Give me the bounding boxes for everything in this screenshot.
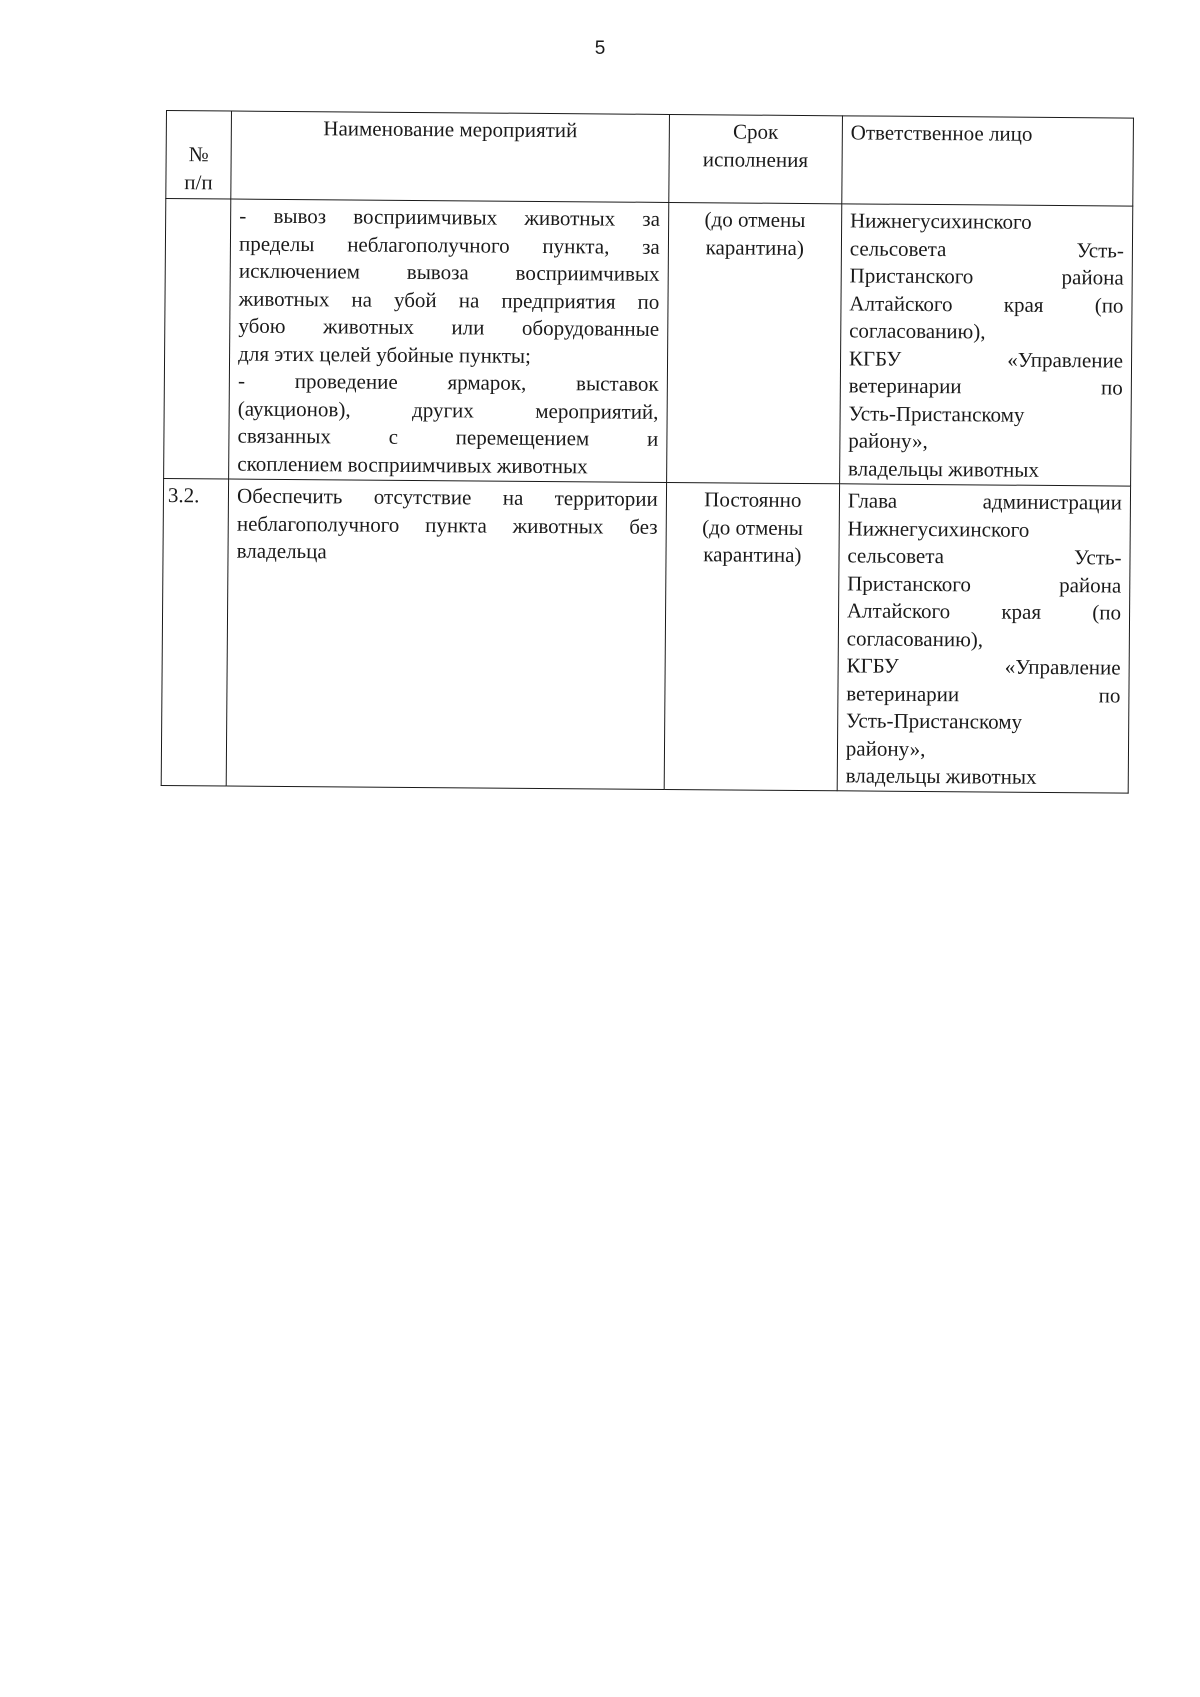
name-line: скоплением восприимчивых животных (237, 451, 588, 478)
name-line: владельца (236, 538, 327, 564)
measures-table (161, 110, 1134, 793)
responsible-line: Алтайского края (по (846, 598, 1122, 625)
responsible-line: Пристанского района (847, 570, 1122, 598)
responsible-line: сельсовета Усть- (849, 235, 1125, 263)
row-responsible (839, 204, 1132, 486)
name-line: животных на убой на предприятия по (238, 286, 660, 314)
responsible-line: Пристанского района (849, 263, 1124, 290)
name-line: пределы неблагополучного пункта, за (239, 231, 660, 259)
row-term (666, 202, 841, 483)
responsible-line: Усть-Пристанскому (845, 708, 1023, 734)
table-row (161, 478, 1130, 792)
responsible-line: району», (845, 735, 926, 761)
row-num (164, 199, 231, 480)
name-line: неблагополучного пункта животных без (236, 511, 658, 539)
term-line: (до отмены (702, 514, 804, 540)
header-responsible: Ответственное лицо (842, 116, 1134, 206)
header-num-line-2: п/п (184, 169, 213, 194)
responsible-line: ветеринарии по (848, 373, 1123, 400)
responsible-line: ветеринарии по (846, 680, 1121, 708)
name-line: для этих целей убойные пункты; (238, 341, 532, 368)
name-line: убою животных или оборудованные (238, 313, 660, 341)
row-num: 3.2. (161, 478, 229, 785)
name-line: - проведение ярмарок, выставок (237, 368, 659, 396)
row-name (229, 199, 669, 482)
responsible-line: владельцы животных (845, 763, 1037, 789)
name-line: Обеспечить отсутствие на территории (237, 483, 658, 511)
header-term-line-1: Срок (732, 119, 779, 144)
table-header-row (166, 111, 1134, 207)
responsible-line: владельцы животных (847, 455, 1040, 482)
responsible-line: КГБУ «Управление (848, 345, 1124, 373)
header-num-line-1: № (188, 142, 209, 167)
responsible-line: согласованию), (846, 625, 984, 651)
responsible-line: Нижнегусихинского (847, 515, 1030, 542)
responsible-line: Алтайского края (по (849, 290, 1124, 318)
page-number: 5 (594, 38, 606, 59)
header-term-line-2: исполнения (702, 146, 809, 172)
row-name (226, 479, 666, 789)
term-line: карантина) (705, 234, 804, 260)
header-num (166, 111, 232, 200)
responsible-line: сельсовета Усть- (847, 543, 1122, 570)
responsible-line: Усть-Пристанскому (848, 400, 1025, 427)
responsible-line: Нижнегусихинского (849, 208, 1032, 234)
name-line: - вывоз восприимчивых животных за (239, 203, 661, 231)
name-line: связанных с перемещением и (237, 423, 659, 451)
term-line: Постоянно (704, 487, 802, 513)
term-line: (до отмены (704, 207, 806, 233)
responsible-line: Глава администрации (847, 488, 1123, 515)
responsible-line: согласованию), (849, 318, 986, 344)
row-responsible (837, 484, 1131, 793)
header-term (669, 114, 843, 203)
responsible-line: КГБУ «Управление (846, 653, 1121, 680)
name-line: исключением вывоза восприимчивых (238, 258, 660, 286)
row-term (664, 482, 839, 790)
name-line: (аукционов), других мероприятий, (237, 396, 659, 424)
header-name: Наименование мероприятий (231, 111, 669, 202)
table-row (164, 199, 1133, 487)
responsible-line: району», (848, 428, 928, 453)
term-line: карантина) (703, 542, 802, 568)
